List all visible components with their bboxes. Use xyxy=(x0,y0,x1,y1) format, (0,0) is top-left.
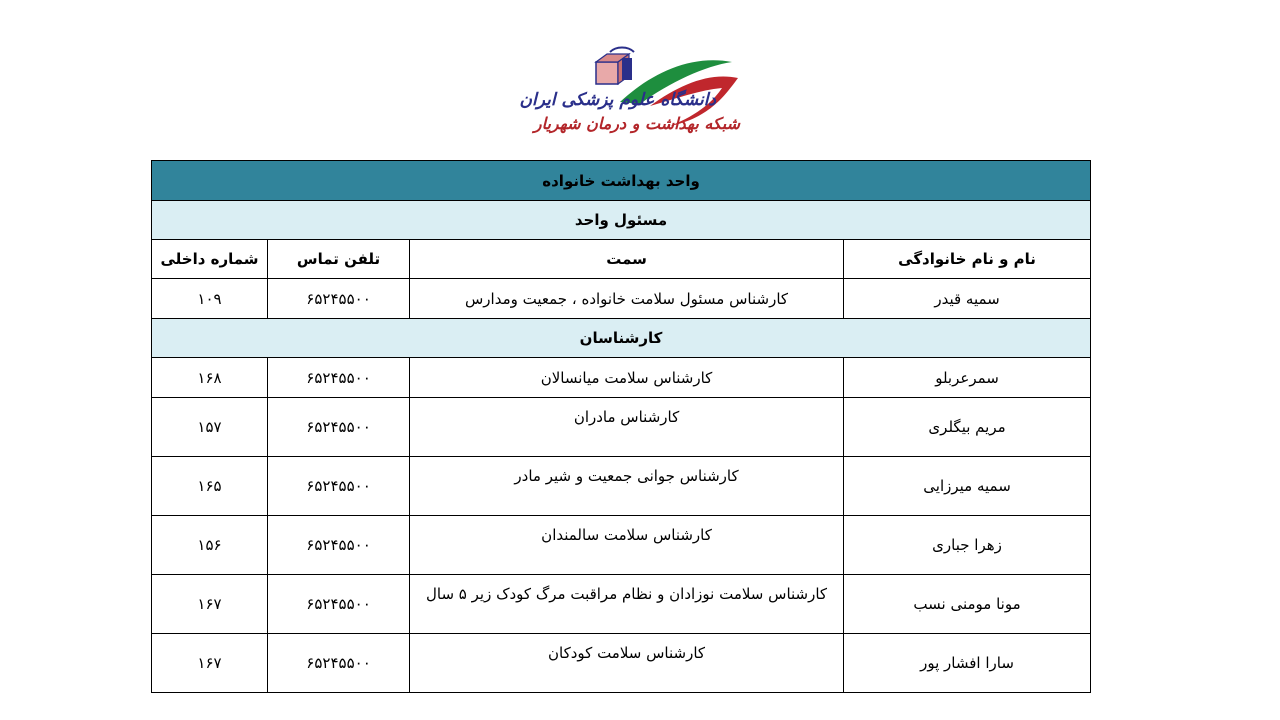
cell-position: کارشناس مادران xyxy=(410,398,844,457)
cell-ext: ۱۶۷ xyxy=(152,634,268,693)
section-experts-row xyxy=(152,319,1091,358)
logo-network-name: شبکه بهداشت و درمان شهریار xyxy=(533,114,740,133)
cell-name: سمیه قیدر xyxy=(844,279,1091,319)
cell-phone: ۶۵۲۴۵۵۰۰ xyxy=(268,398,410,457)
cell-ext: ۱۵۶ xyxy=(152,516,268,575)
table-row xyxy=(152,398,1091,457)
cell-position: کارشناس مسئول سلامت خانواده ، جمعیت ومدارس xyxy=(410,279,844,319)
table-row xyxy=(152,279,1091,319)
cell-name: سارا افشار پور xyxy=(844,634,1091,693)
staff-table xyxy=(151,160,1091,693)
cell-position: کارشناس سلامت نوزادان و نظام مراقبت مرگ کودک زیر ۵ سال xyxy=(410,575,844,634)
table-title: واحد بهداشت خانواده xyxy=(152,161,1091,201)
table-row xyxy=(152,634,1091,693)
header-position: سمت xyxy=(410,240,844,279)
section-head-row xyxy=(152,201,1091,240)
table-row xyxy=(152,575,1091,634)
cell-phone: ۶۵۲۴۵۵۰۰ xyxy=(268,516,410,575)
university-logo xyxy=(500,44,750,140)
cell-phone: ۶۵۲۴۵۵۰۰ xyxy=(268,634,410,693)
cell-name: مونا مومنی نسب xyxy=(844,575,1091,634)
cell-phone: ۶۵۲۴۵۵۰۰ xyxy=(268,575,410,634)
cell-position: کارشناس سلامت سالمندان xyxy=(410,516,844,575)
header-name: نام و نام خانوادگی xyxy=(844,240,1091,279)
cell-phone: ۶۵۲۴۵۵۰۰ xyxy=(268,457,410,516)
cell-phone: ۶۵۲۴۵۵۰۰ xyxy=(268,358,410,398)
cell-ext: ۱۶۵ xyxy=(152,457,268,516)
cell-name: زهرا جباری xyxy=(844,516,1091,575)
cell-position: کارشناس جوانی جمعیت و شیر مادر xyxy=(410,457,844,516)
cell-phone: ۶۵۲۴۵۵۰۰ xyxy=(268,279,410,319)
table-row xyxy=(152,358,1091,398)
cell-name: مریم بیگلری xyxy=(844,398,1091,457)
cell-ext: ۱۶۸ xyxy=(152,358,268,398)
cell-ext: ۱۰۹ xyxy=(152,279,268,319)
section-experts-label: کارشناسان xyxy=(152,319,1091,358)
logo-university-name: دانشگاه علوم پزشکی ایران xyxy=(519,90,716,110)
section-head-label: مسئول واحد xyxy=(152,201,1091,240)
cell-position: کارشناس سلامت میانسالان xyxy=(410,358,844,398)
cell-name: سمیه میرزایی xyxy=(844,457,1091,516)
cell-ext: ۱۶۷ xyxy=(152,575,268,634)
table-row xyxy=(152,457,1091,516)
header-row xyxy=(152,240,1091,279)
cell-name: سمرعربلو xyxy=(844,358,1091,398)
header-ext: شماره داخلی xyxy=(152,240,268,279)
cell-position: کارشناس سلامت کودکان xyxy=(410,634,844,693)
cell-ext: ۱۵۷ xyxy=(152,398,268,457)
table-row xyxy=(152,516,1091,575)
table-title-row xyxy=(152,161,1091,201)
header-phone: تلفن تماس xyxy=(268,240,410,279)
